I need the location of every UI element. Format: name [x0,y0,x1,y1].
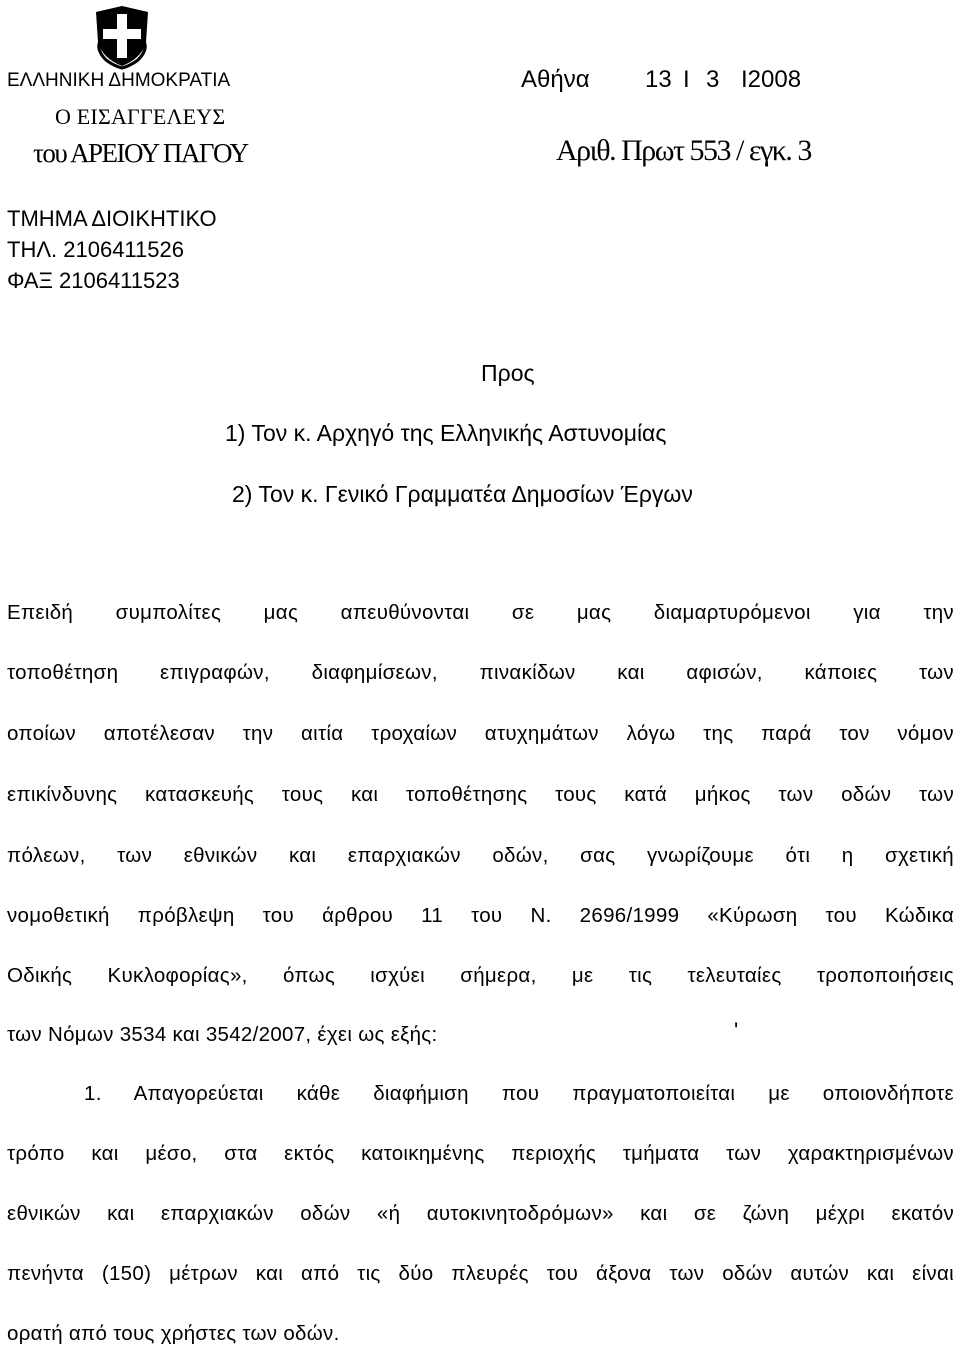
date-day: 13 [645,66,672,93]
date-city: Αθήνα [521,66,590,93]
recipient-1: 1) Τον κ. Αρχηγό της Ελληνικής Αστυνομίας [225,420,667,446]
court-name: του ΑΡΕΙΟΥ ΠΑΓΟΥ [33,138,248,168]
body-line: οποίων αποτέλεσαν την αιτία τροχαίων ατυχημάτων λόγω της παρά τον νόμον [7,722,954,745]
body-line: των Νόμων 3534 και 3542/2007, έχει ως εξής: [7,1023,438,1046]
body-line: Επειδή συμπολίτες μας απευθύνονται σε μας διαμαρτυρόμενοι για την [7,601,954,624]
office-title: Ο ΕΙΣΑΓΓΕΛΕΥΣ [55,104,226,129]
body-line: ορατή από τους χρήστες των οδών. [7,1322,340,1345]
phone-number: ΤΗΛ. 2106411526 [7,237,184,262]
body-line: τοποθέτηση επιγραφών, διαφημίσεων, πινακίδων και αφισών, κάποιες των [7,661,954,684]
country-name: ΕΛΛΗΝΙΚΗ ΔΗΜΟΚΡΑΤΙΑ [7,70,231,91]
stray-mark: ' [734,1018,739,1043]
date-separator: Ι [683,66,690,93]
date-month: 3 [706,66,720,93]
body-line: πόλεων, των εθνικών και επαρχιακών οδών, σας γνωρίζουμε ότι η σχετική [7,844,954,867]
body-line: Οδικής Κυκλοφορίας», όπως ισχύει σήμερα, με τις τελευταίες τροποποιήσεις [7,964,954,987]
recipient-2: 2) Τον κ. Γενικό Γραμματέα Δημοσίων Έργων [232,481,693,507]
body-line: 1. Απαγορεύεται κάθε διαφήμιση που πραγματοποιείται με οποιονδήποτε [84,1082,954,1105]
protocol-number: Αριθ. Πρωτ 553 / εγκ. 3 [556,134,811,167]
body-line: πενήντα (150) μέτρων και από τις δύο πλευρές του άξονα των οδών αυτών και είναι [7,1262,954,1285]
body-line: επικίνδυνης κατασκευής τους και τοποθέτησης τους κατά μήκος των οδών των [7,783,954,806]
body-line: τρόπο και μέσο, στα εκτός κατοικημένης περιοχής τμήματα των χαρακτηρισμένων [7,1142,954,1165]
department-name: ΤΜΗΜΑ ΔΙΟΙΚΗΤΙΚΟ [7,206,217,231]
coat-of-arms-icon [88,4,156,70]
body-line: εθνικών και επαρχιακών οδών «ή αυτοκινητοδρόμων» και σε ζώνη μέχρι εκατόν [7,1202,954,1225]
fax-number: ΦΑΞ 2106411523 [7,268,180,293]
date-year: Ι2008 [741,66,802,93]
to-label: Προς [481,360,535,386]
body-line: νομοθετική πρόβλεψη του άρθρου 11 του Ν. 2696/1999 «Κύρωση του Κώδικα [7,904,954,927]
